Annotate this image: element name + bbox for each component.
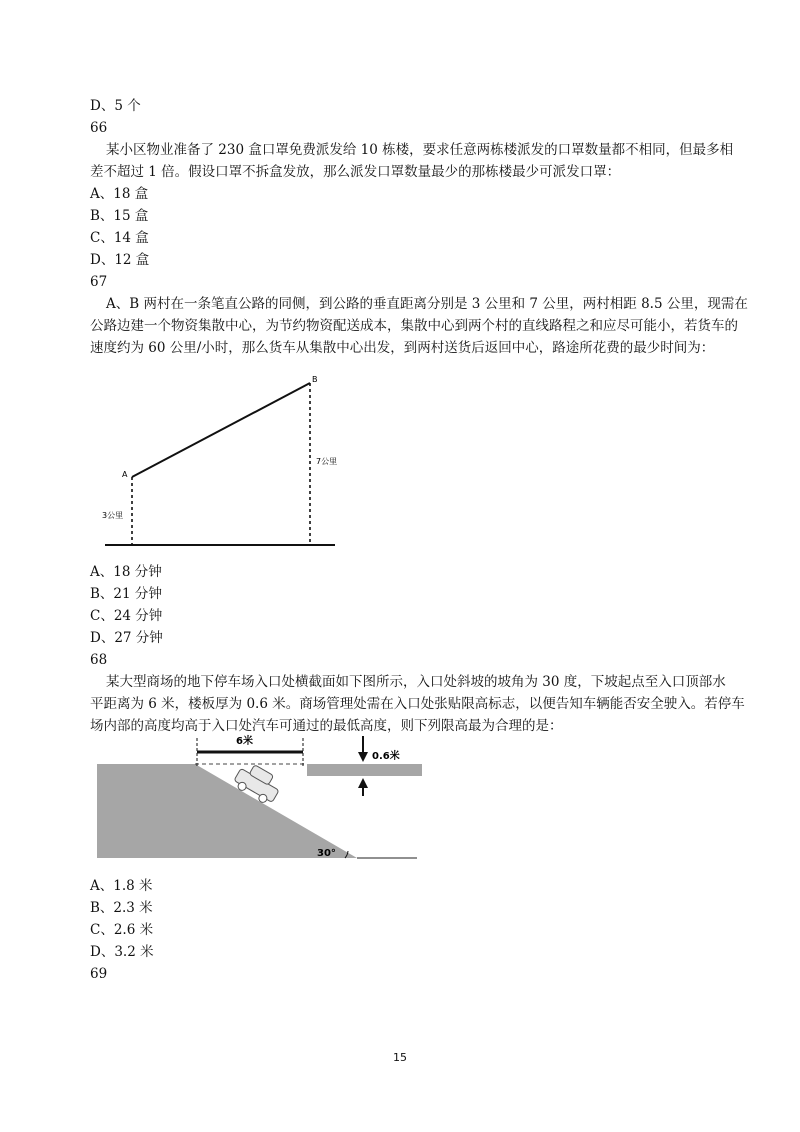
option-b: B、15 盒: [90, 208, 149, 224]
option-a: A、18 分钟: [90, 564, 162, 580]
parking-entrance-diagram: [95, 732, 425, 864]
ground-slope: [97, 764, 357, 858]
option-b: B、2.3 米: [90, 900, 153, 916]
option-c: C、14 盒: [90, 230, 149, 246]
angle-label: 30°: [317, 848, 336, 859]
option-c: C、24 分钟: [90, 608, 163, 624]
question-stem: 某小区物业准备了 230 盒口罩免费派发给 10 栋楼，要求任意两栋楼派发的口罩数量都不相同，但最多相: [106, 142, 734, 158]
village-road-diagram: [90, 365, 350, 555]
option-d: D、27 分钟: [90, 630, 163, 646]
question-stem: 平距离为 6 米，楼板厚为 0.6 米。商场管理处需在入口处张贴限高标志，以便告知车辆能否安全驶入。若停车: [90, 696, 745, 712]
question-stem: 某大型商场的地下停车场入口处横截面如下图所示，入口处斜坡的坡角为 30 度，下坡起点至入口顶部水: [106, 674, 726, 690]
label-a: A: [122, 470, 128, 479]
question-number: 69: [90, 966, 108, 982]
distance-a-label: 3公里: [102, 511, 124, 520]
option-b: B、21 分钟: [90, 586, 162, 602]
option-a: A、1.8 米: [90, 878, 153, 894]
question-stem: 速度约为 60 公里/小时，那么货车从集散中心出发，到两村送货后返回中心，路途所花费的最少时间为：: [90, 340, 715, 356]
distance-b-label: 7公里: [316, 457, 338, 466]
arrow-down-icon: [358, 752, 368, 762]
question-number: 66: [90, 120, 108, 136]
width-label: 6米: [236, 736, 253, 747]
thickness-label: 0.6米: [372, 751, 400, 762]
label-b: B: [312, 375, 318, 384]
option-d: D、5 个: [90, 98, 141, 114]
option-c: C、2.6 米: [90, 922, 154, 938]
question-number: 67: [90, 274, 108, 290]
arrow-up-icon: [358, 778, 368, 788]
option-a: A、18 盒: [90, 186, 149, 202]
floor-slab: [307, 764, 422, 776]
question-number: 68: [90, 652, 108, 668]
page-number: 15: [393, 1051, 407, 1064]
question-stem: A、B 两村在一条笔直公路的同侧，到公路的垂直距离分别是 3 公里和 7 公里，两村相距 8.5 公里，现需在: [106, 296, 748, 312]
question-stem: 场内部的高度均高于入口处汽车可通过的最低高度，则下列限高最为合理的是：: [90, 718, 563, 734]
question-stem: 差不超过 1 倍。假设口罩不拆盒发放，那么派发口罩数量最少的那栋楼最少可派发口罩：: [90, 164, 621, 180]
option-d: D、3.2 米: [90, 944, 154, 960]
option-d: D、12 盒: [90, 252, 150, 268]
question-stem: 公路边建一个物资集散中心，为节约物资配送成本，集散中心到两个村的直线路程之和应尽可能小，若货车的: [90, 318, 738, 334]
segment-ab: [132, 383, 310, 477]
